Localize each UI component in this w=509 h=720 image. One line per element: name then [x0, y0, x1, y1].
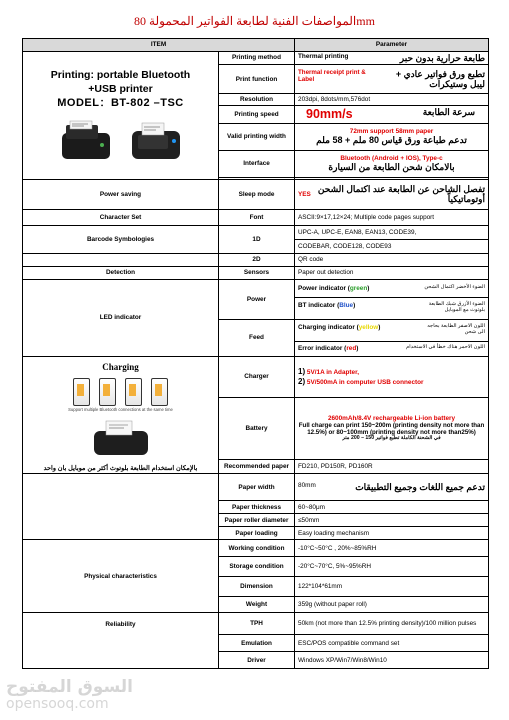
- item-physical: Physical characteristics: [23, 540, 219, 613]
- label-dimension: Dimension: [219, 577, 295, 597]
- value-1d-b: CODEBAR, CODE128, CODE93: [295, 239, 489, 253]
- charging-caption: Support multiple Bluetooth connections at the same time: [68, 407, 173, 413]
- value-print-function: [295, 65, 489, 94]
- value-paper-roller: ≤50mm: [295, 514, 489, 527]
- interface-en: Bluetooth (Android + IOS), Type-c: [340, 154, 443, 162]
- label-emulation: Emulation: [219, 635, 295, 652]
- value-dimension: 122*104*61mm: [295, 577, 489, 597]
- label-print-function: Print function: [219, 65, 295, 94]
- label-interface: Interface: [219, 150, 295, 177]
- watermark-arabic: السوق المفتوح: [6, 677, 133, 698]
- bt-ind-ar: الضوء الأزرق شبك الطابعة بلوتوث مع الموبايل: [428, 301, 486, 314]
- charging-ind-close: ): [378, 324, 381, 332]
- label-paper-roller: Paper roller diameter: [219, 514, 295, 527]
- label-2d: 2D: [219, 253, 295, 266]
- bt-ind-close: ): [353, 302, 356, 310]
- label-storage-condition: Storage condition: [219, 557, 295, 577]
- value-tph: 50km (not more than 12.5% printing density)/100 million pulses: [295, 613, 489, 635]
- label-recommended-paper: Recommended paper: [219, 460, 295, 474]
- interface-ar: بالامكان شحن الطابعة من السيارة: [328, 162, 455, 173]
- header-parameter: Parameter: [295, 39, 489, 52]
- charging-ind-text: Charging indicator (: [298, 324, 359, 332]
- hero-model: MODEL：BT-802 –TSC: [57, 97, 184, 110]
- power-ind-text: Power indicator (: [298, 284, 350, 292]
- value-emulation: ESC/POS compatible command set: [295, 635, 489, 652]
- battery-desc: Full charge can print 150~200m (printing density not more than 12.5%) or 80~100mm (printing density not more than25%): [298, 422, 485, 437]
- printing-width-en: 72mm support 58mm paper: [349, 127, 434, 135]
- paper-width-en: 80mm: [298, 482, 316, 490]
- label-printing-speed: Printing speed: [219, 106, 295, 123]
- charger-opt2-num: 2): [298, 376, 306, 386]
- value-1d-a: UPC-A, UPC-E, EAN8, EAN13, CODE39,: [295, 225, 489, 239]
- label-battery: Battery: [219, 397, 295, 460]
- printing-width-ar: تدعم طباعة ورق قياس 80 ملم + 58 ملم: [316, 135, 467, 146]
- value-battery: [295, 397, 489, 460]
- label-font: Font: [219, 209, 295, 225]
- label-charger: Charger: [219, 356, 295, 397]
- label-feed: Feed: [219, 319, 295, 356]
- sleep-mode-yes: YES: [298, 190, 311, 198]
- item-character-set: Character Set: [23, 209, 219, 225]
- watermark-latin: opensooq.com: [6, 696, 109, 713]
- value-printing-width: [295, 123, 489, 150]
- header-row: [23, 39, 489, 52]
- value-sensors: Paper out detection: [295, 266, 489, 279]
- charging-ind-color: yellow: [358, 324, 379, 332]
- label-sensors: Sensors: [219, 266, 295, 279]
- value-charging-indicator: [295, 319, 489, 341]
- hero-line2: +USB printer: [88, 82, 153, 95]
- sleep-mode-ar: تفصل الشاحن عن الطابعة عند اكتمال الشحن أوتوماتيكياً: [317, 183, 486, 205]
- label-weight: Weight: [219, 597, 295, 613]
- opensooq-watermark: [6, 679, 133, 712]
- value-paper-loading: Easy loading mechanism: [295, 527, 489, 540]
- battery-arabic: في الشحنة الكاملة تطبع فواتير 150 – 200 متر: [342, 435, 441, 442]
- charging-arabic: بالإمكان استخدام الطابعة بلوتوث أكثر من موبايل بان واحد: [43, 464, 198, 472]
- printing-speed-en: 90mm/s: [306, 107, 353, 122]
- label-paper-width: Paper width: [219, 474, 295, 501]
- error-ind-close: ): [356, 345, 359, 353]
- label-paper-thickness: Paper thickness: [219, 501, 295, 514]
- hero-line1: Printing: portable Bluetooth: [50, 68, 191, 81]
- value-font: ASCII:9×17,12×24; Multiple code pages support: [295, 209, 489, 225]
- printing-method-en: Thermal printing: [298, 53, 349, 60]
- value-interface: [295, 150, 489, 177]
- phone-icons: [26, 378, 215, 406]
- charger-opt1: 5V/1A in Adapter,: [306, 369, 360, 377]
- error-ind-text: Error indicator (: [298, 345, 347, 353]
- printing-method-ar: طابعة حرارية بدون حبر: [399, 53, 486, 63]
- print-function-ar: تطبع ورق فواتير عادي + ليبل وستيكرات: [395, 69, 486, 90]
- power-ind-close: ): [367, 284, 370, 292]
- battery-spec: 2600mAh/8.4V rechargeable Li-ion battery: [327, 414, 456, 422]
- value-power-indicator: [295, 279, 489, 297]
- label-working-condition: Working condition: [219, 540, 295, 557]
- label-resolution: Resolution: [219, 94, 295, 106]
- charging-title: Charging: [102, 361, 139, 372]
- phone-icon: [99, 378, 116, 406]
- label-tph: TPH: [219, 613, 295, 635]
- printer-top-image: [128, 119, 184, 163]
- value-sleep-mode: [295, 179, 489, 209]
- value-charger: [295, 356, 489, 397]
- print-function-en: Thermal receipt print & Label: [298, 69, 366, 84]
- page-title: المواصفات الفنية لطابعة الفواتير المحمولة 80mm: [134, 14, 375, 28]
- item-power-saving: Power saving: [23, 179, 219, 209]
- printer-images: [27, 119, 214, 163]
- charging-panel-continued: [23, 474, 219, 540]
- printer-front-image: [58, 119, 114, 163]
- value-recommended-paper: FD210, PD150R, PD160R: [295, 460, 489, 474]
- phone-icon: [151, 378, 168, 406]
- item-barcode: Barcode Symbologies: [23, 225, 219, 253]
- error-ind-color: red: [346, 345, 357, 353]
- hero-cell: [23, 52, 219, 180]
- value-error-indicator: [295, 341, 489, 356]
- value-printing-method: [295, 52, 489, 65]
- paper-width-ar: تدعم جميع اللغات وجميع التطبيقات: [355, 482, 486, 493]
- label-paper-loading: Paper loading: [219, 527, 295, 540]
- label-sleep-mode: Sleep mode: [219, 179, 295, 209]
- value-printing-speed: [295, 106, 489, 123]
- charging-ind-ar: اللون الاصفر الطابعة بحاجه الى شحن: [427, 323, 486, 336]
- spec-table: [22, 38, 489, 669]
- value-storage-condition: -20°C~70°C, 5%~95%RH: [295, 557, 489, 577]
- bt-ind-text: BT indicator (: [298, 302, 340, 310]
- value-weight: 359g (without paper roll): [295, 597, 489, 613]
- value-paper-width: [295, 474, 489, 501]
- label-1d: 1D: [219, 225, 295, 253]
- label-printing-method: Printing method: [219, 52, 295, 65]
- value-working-condition: -10°C~50°C , 20%~85%RH: [295, 540, 489, 557]
- item-reliability: Reliability: [23, 613, 219, 669]
- label-power: Power: [219, 279, 295, 319]
- charging-panel: [23, 356, 219, 474]
- phone-icon: [73, 378, 90, 406]
- printer-small-image: [90, 419, 152, 459]
- header-item: ITEM: [23, 39, 295, 52]
- value-resolution: 203dpi, 8dots/mm,576dot: [295, 94, 489, 106]
- power-ind-ar: الضوء الأخضر اكتمال الشحن: [424, 283, 486, 290]
- value-paper-thickness: 60~80μm: [295, 501, 489, 514]
- item-led-indicator: LED indicator: [23, 279, 219, 356]
- label-printing-width: Valid printing width: [219, 123, 295, 150]
- value-2d: QR code: [295, 253, 489, 266]
- item-detection: Detection: [23, 266, 219, 279]
- charger-opt2: 5V/500mA in computer USB connector: [306, 378, 424, 386]
- error-ind-ar: اللون الاحمر هناك خطأ في الاستخدام: [406, 344, 486, 351]
- phone-icon: [125, 378, 142, 406]
- printing-speed-ar: سرعة الطابعة: [422, 107, 476, 118]
- charger-opt1-num: 1): [298, 367, 306, 377]
- label-driver: Driver: [219, 652, 295, 669]
- value-driver: Windows XP/Win7/Win8/Win10: [295, 652, 489, 669]
- value-bt-indicator: [295, 297, 489, 319]
- power-ind-color: green: [349, 284, 368, 292]
- bt-ind-color: Blue: [339, 302, 354, 310]
